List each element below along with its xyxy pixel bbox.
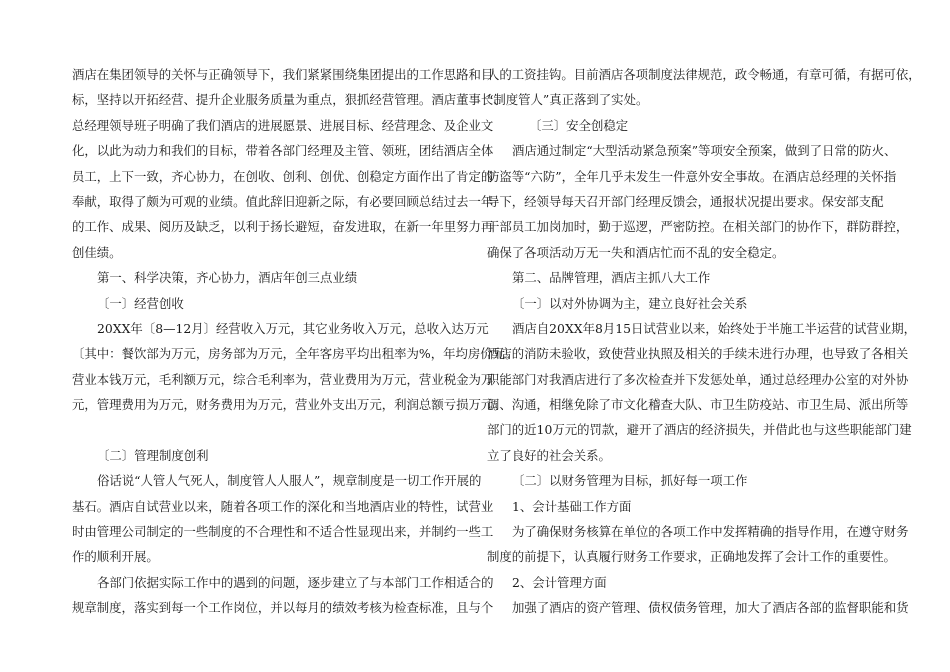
text-line: 各部门依据实际工作中的遇到的问题，逐步建立了与本部门工作相适合的 [97,574,494,590]
text-line: 酒店通过制定“大型活动紧急预案”等项安全预案，做到了日常的防火、 [512,143,897,159]
text-line: 元，管理费用为万元，财务费用为万元，营业外支出万元，利润总额亏损万元。 [72,397,506,413]
text-line: 2、会计管理方面 [512,574,607,590]
text-line: 为了确保财务核算在单位的各项工作中发挥精确的指导作用，在遵守财务 [512,524,909,540]
text-line: 作的顺利开展。 [72,549,159,565]
text-line: 化，以此为动力和我们的目标，带着各部门经理及主管、领班，团结酒店全体 [72,143,494,159]
text-line: 干部员工加岗加时，勤于巡逻，严密防控。在相关部门的协作下，群防群控， [487,219,909,235]
text-line: 奉献，取得了颇为可观的业绩。值此辞旧迎新之际，有必要回顾总结过去一年 [72,193,494,209]
text-line: “制度管人”真正落到了实处。 [487,92,649,108]
text-line: 酒店自20XX年8月15日试营业以来，始终处于半施工半运营的试营业期， [512,320,916,336]
text-line: 员工，上下一致，齐心协力，在创收、创利、创优、创稳定方面作出了肯定的 [72,168,494,184]
text-line: 〔一〕以对外协调为主，建立良好社会关系 [512,295,748,311]
right-text-column [487,62,921,621]
text-line: 的工作、成果、阅历及缺乏，以利于扬长避短，奋发进取，在新一年里努力再 [72,219,494,235]
text-line: 基石。酒店自试营业以来，随着各项工作的深化和当地酒店业的特性，试营业 [72,498,494,514]
text-line: 人的工资挂钩。目前酒店各项制度法律规范，政令畅通，有章可循，有据可依， [487,67,921,82]
paragraph-spacer [72,417,457,442]
text-line: 时由管理公司制定的一些制度的不合理性和不适合性显现出来，并制约一些工 [72,524,494,540]
text-line: 创佳绩。 [72,244,122,260]
text-line: 调、沟通，相继免除了市文化稽查大队、市卫生防疫站、市卫生局、派出所等 [487,397,909,413]
left-text-column [72,62,518,621]
text-line: 第二、品牌管理，酒店主抓八大工作 [512,270,711,286]
text-line: 〔二〕管理制度创利 [97,447,209,463]
text-line: 20XX年〔8—12月〕经营收入万元，其它业务收入万元，总收入达万元 [97,320,489,336]
text-line: 确保了各项活动万无一失和酒店忙而不乱的安全稳定。 [487,244,785,260]
text-line: 酒店在集团领导的关怀与正确领导下，我们紧紧围绕集团提出的工作思路和目 [72,67,494,82]
text-line: 营业本钱万元，毛利额万元，综合毛利率为，营业费用为万元，营业税金为万 [72,371,494,387]
text-line: 〔一〕经营创收 [97,295,184,311]
text-line: 加强了酒店的资产管理、债权债务管理，加大了酒店各部的监督职能和货 [512,600,909,616]
text-line: 1、会计基础工作方面 [512,498,632,514]
text-line: 制度的前提下，认真履行财务工作要求，正确地发挥了会计工作的重要性。 [487,549,896,565]
text-line: 立了良好的社会关系。 [487,447,611,463]
text-line: 俗话说“人管人气死人，制度管人人服人”，规章制度是一切工作开展的 [97,473,482,489]
text-line: 第一、科学决策，齐心协力，酒店年创三点业绩 [97,270,358,286]
text-line: 职能部门对我酒店进行了多次检查并下发惩处单，通过总经理办公室的对外协 [487,371,909,387]
text-line: 防盗等“六防”，全年几乎未发生一件意外安全事故。在酒店总经理的关怀指 [487,168,897,184]
text-line: 导下，经领导每天召开部门经理反馈会，通报状况提出要求。保安部支配 [487,193,884,209]
text-line: 部门的近10万元的罚款，避开了酒店的经济损失，并借此也与这些职能部门建 [487,422,912,438]
text-line: 〔其中：餐饮部为万元，房务部为万元，全年客房平均出租率为%，年均房价元。 [72,346,518,362]
text-line: 标，坚持以开拓经营、提升企业服务质量为重点，狠抓经营管理。酒店董事长、 [72,92,506,108]
text-line: 酒店的消防未验收，致使营业执照及相关的手续未进行办理，也导致了各相关 [487,346,909,362]
text-line: 〔三〕安全创稳定 [529,117,629,133]
text-line: 规章制度，落实到每一个工作岗位，并以每月的绩效考核为检查标准，且与个 [72,600,494,616]
text-line: 总经理领导班子明确了我们酒店的进展愿景、进展目标、经营理念、及企业文 [72,117,494,133]
text-line: 〔二〕以财务管理为目标，抓好每一项工作 [512,473,748,489]
